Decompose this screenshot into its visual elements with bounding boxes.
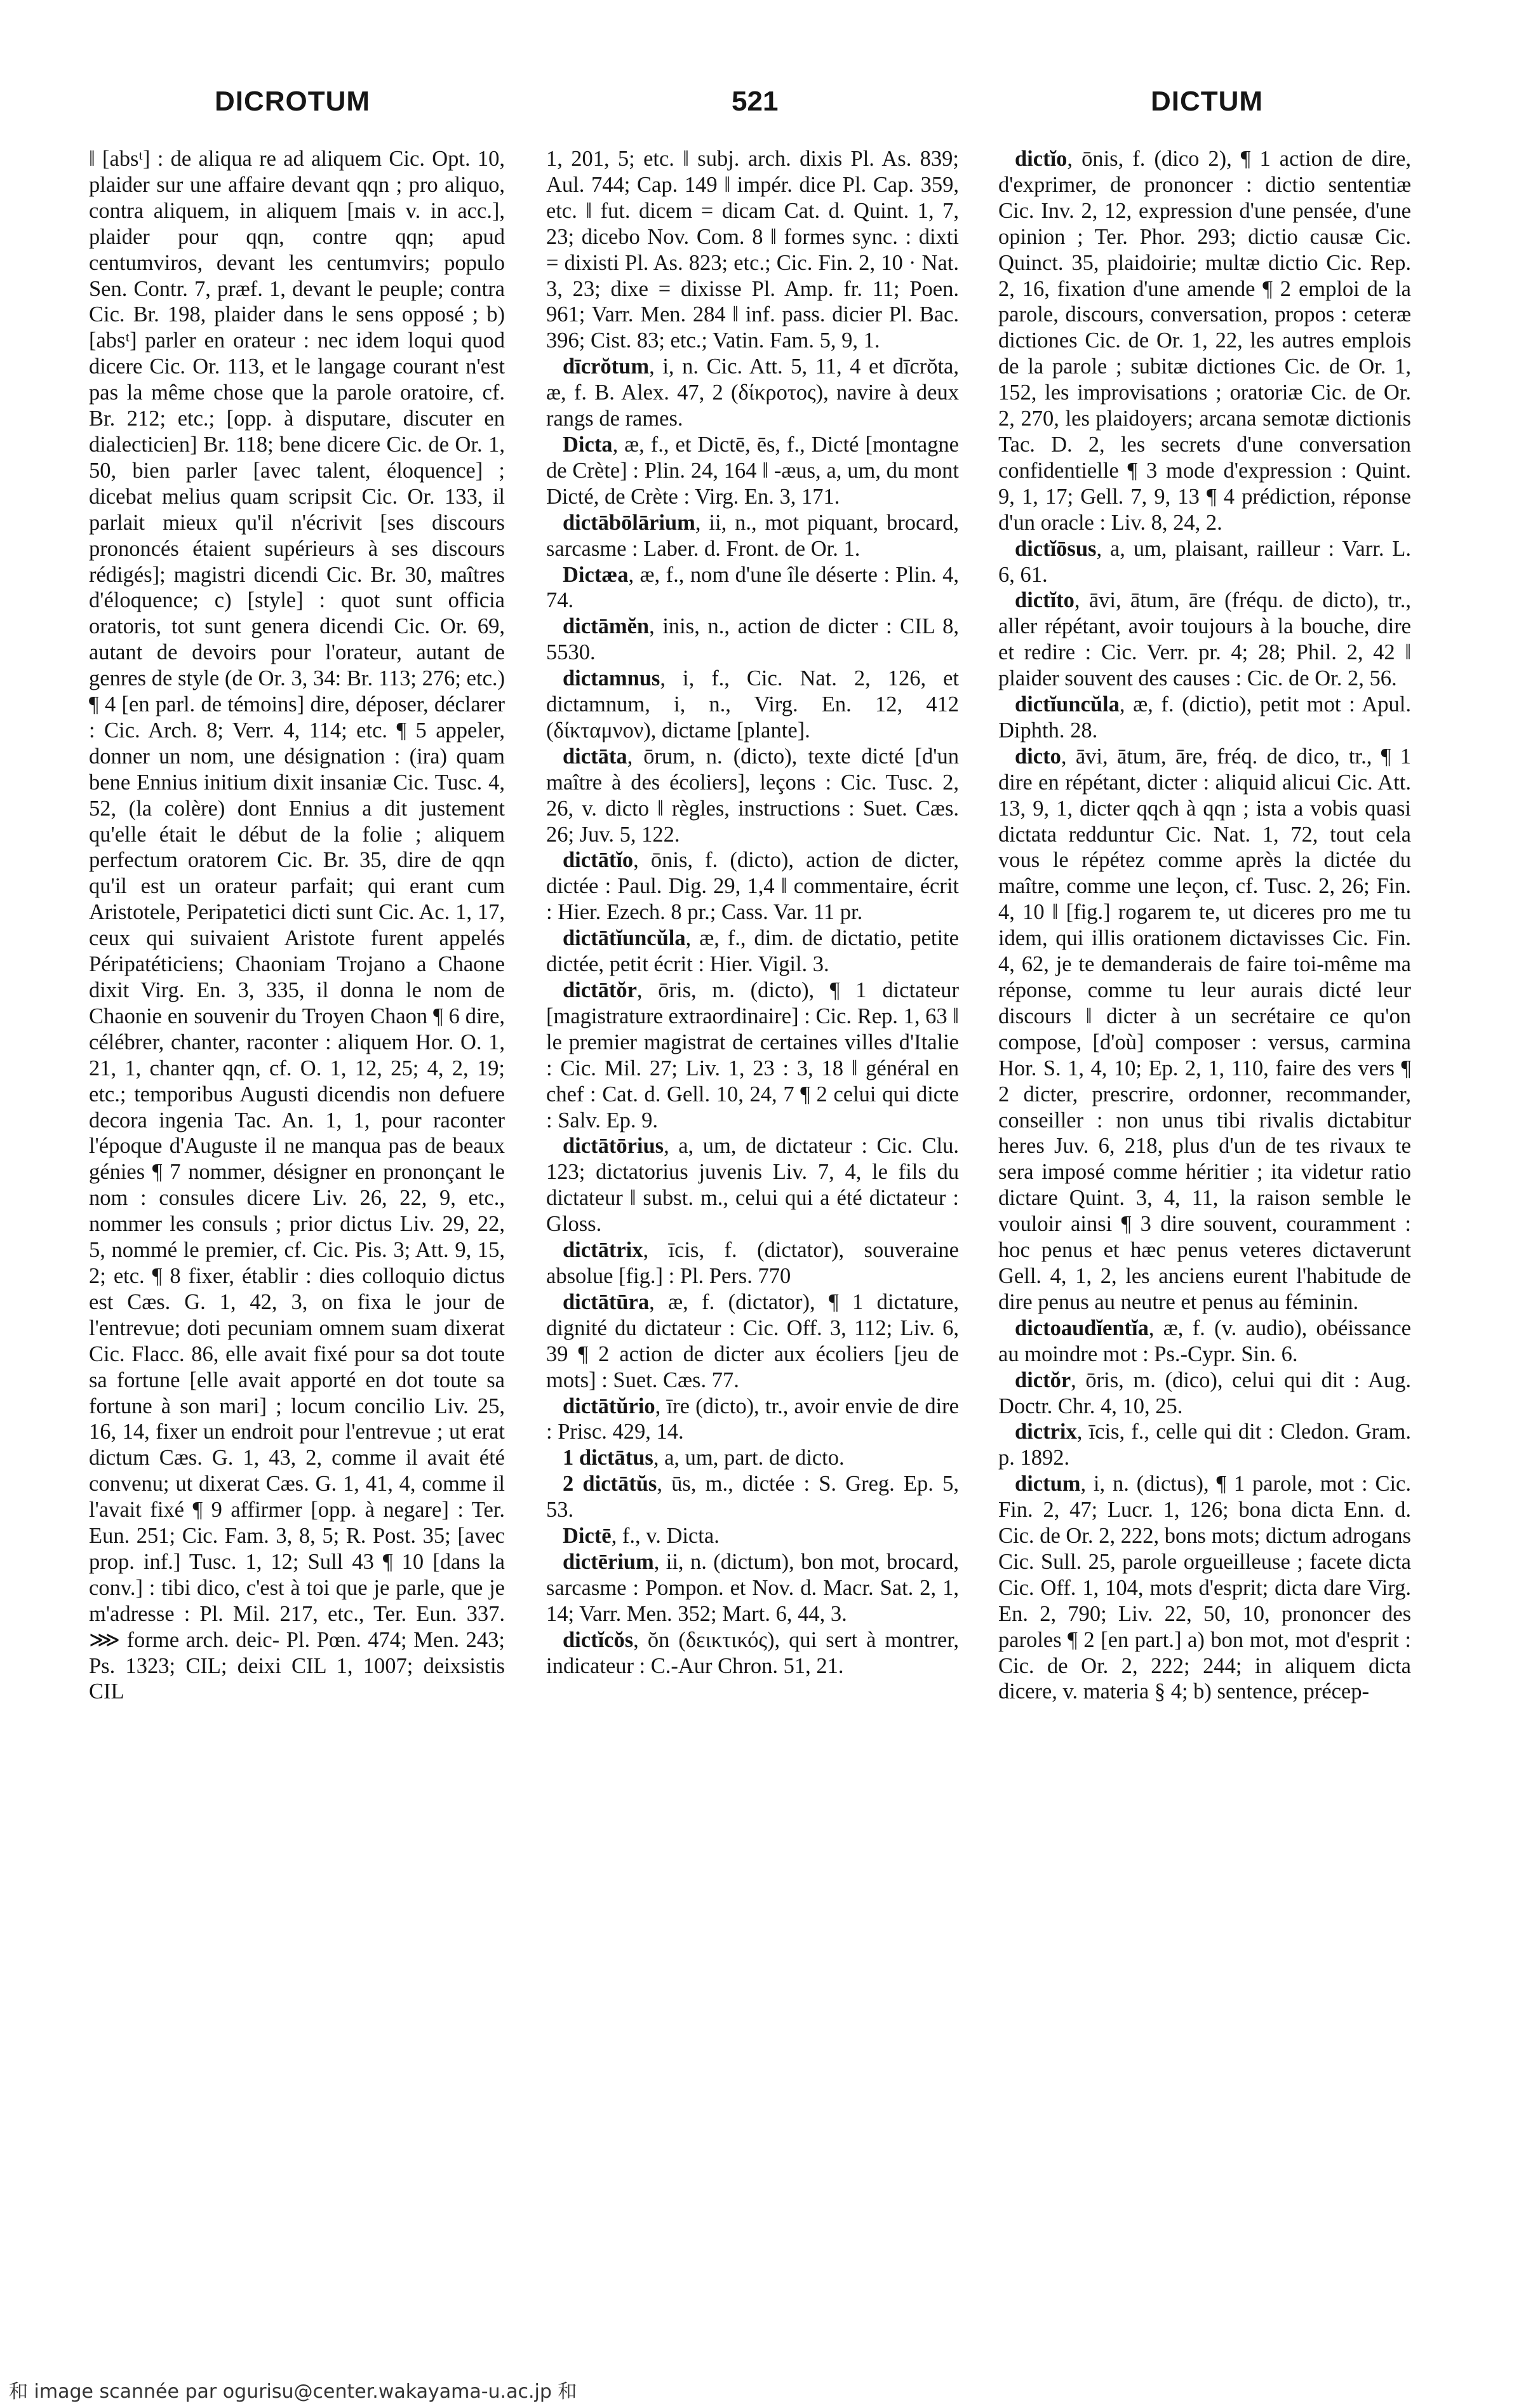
dictionary-entry — [998, 692, 1411, 744]
dictionary-entry — [546, 1523, 959, 1549]
dictionary-entry — [546, 1237, 959, 1289]
dictionary-entry — [546, 1394, 959, 1446]
headword: dictamnus — [563, 666, 660, 691]
entry-continuation: 1, 201, 5; etc. ‖ subj. arch. dixis Pl. As. 839; Aul. 744; Cap. 149 ‖ impér. dice Pl. Cap. 359, etc. ‖ fut. dicem = dicam Cat. d. Quint. 1, 7, 23; dicebo Nov. Com. 8 ‖ formes sync. : dixti = dixisti Pl. As. 823; etc.; Cic. Fin. 2, 10 · Nat. 3, 23; dixe = dixisse Pl. Amp. fr. 11; Poen. 961; Varr. Men. 284 ‖ inf. pass. dicier Pl. Bac. 396; Cist. 83; etc.; Vatin. Fam. 5, 9, 1. — [546, 147, 959, 353]
column-middle — [546, 146, 959, 2337]
headword: dictātŏr — [563, 978, 637, 1002]
definition: , ūs, m., dictée : S. Greg. Ep. 5, 53. — [546, 1472, 959, 1522]
definition: , æ, f. (v. audio), obéissance au moindre mot : Ps.-Cypr. Sin. 6. — [998, 1315, 1411, 1366]
header-left-guide-word: DICROTUM — [215, 86, 371, 117]
headword: dictātŭrio — [563, 1394, 655, 1418]
definition: , æ, f., dim. de dictatio, petite dictée, petit écrit : Hier. Vigil. 3. — [546, 926, 959, 977]
dictionary-entry — [546, 1549, 959, 1627]
dictionary-entry — [546, 1289, 959, 1394]
headword: dictŏr — [1015, 1368, 1071, 1392]
headword: dictāmĕn — [563, 614, 650, 639]
headword: dictātūra — [563, 1289, 650, 1314]
definition: , a, um, part. de dicto. — [653, 1446, 845, 1470]
definition: , ii, n. (dictum), bon mot, brocard, sarcasme : Pompon. et Nov. d. Macr. Sat. 2, 1, 14; Varr. Men. 352; Mart. 6, 44, 3. — [546, 1549, 959, 1626]
definition: , i, n. Cic. Att. 5, 11, 4 et dīcrŏta, æ, f. B. Alex. 47, 2 (δίκροτος), navire à deux rangs de rames. — [546, 354, 959, 431]
headword: dictāta — [563, 744, 627, 769]
page-number: 521 — [732, 86, 779, 117]
header-right-guide-word: DICTUM — [1151, 86, 1264, 117]
headword: dictĭōsus — [1015, 536, 1097, 561]
definition: , ōnis, f. (dico 2), ¶ 1 action de dire, d'exprimer, de prononcer : dictio sententiæ Cic. Inv. 2, 12, expression d'une pensée, d'une opinion ; Ter. Phor. 293; dictio causæ Cic. Quinct. 35, plaidoirie; multæ dictio Cic. Rep. 2, 16, fixation d'une amende ¶ 2 emploi de la parole, discours, conversation, propos : ceteræ dictiones Cic. de Or. 1, 22, les autres emplois de la parole ; subitæ dictiones Cic. de Or. 1, 152, les improvisations ; oratoriæ Cic. de Or. 2, 270, les plaidoyers; arcana semotæ dictionis Tac. D. 2, les secrets d'une conversation confidentielle ¶ 3 mode d'expression : Quint. 9, 1, 17; Gell. 7, 9, 13 ¶ 4 prédiction, réponse d'un oracle : Liv. 8, 24, 2. — [998, 147, 1411, 535]
headword: dictrix — [1015, 1420, 1077, 1444]
dictionary-entry — [998, 1471, 1411, 1705]
definition: , īre (dicto), tr., avoir envie de dire : Prisc. 429, 14. — [546, 1394, 959, 1444]
headword: dicto — [1015, 744, 1061, 769]
definition: , æ, f. (dictator), ¶ 1 dictature, dignité du dictateur : Cic. Off. 3, 112; Liv. 6, 39 ¶ 2 action de dicter aux écoliers [jeu de mots] : Suet. Cæs. 77. — [546, 1289, 959, 1392]
dictionary-entry — [546, 510, 959, 562]
definition: , āvi, ātum, āre (fréqu. de dicto), tr., aller répétant, avoir toujours à la bouche, dire et redire : Cic. Verr. pr. 4; 28; Phil. 2, 42 ‖ plaider souvent des causes : Cic. de Or. 2, 56. — [998, 588, 1411, 691]
headword: dictĭuncŭla — [1015, 692, 1120, 717]
headword: dictātōrius — [563, 1134, 664, 1159]
headword: dictātĭo — [563, 848, 634, 873]
headword: dictābōlārium — [563, 510, 695, 535]
dictionary-entry — [546, 614, 959, 666]
dictionary-entry — [546, 744, 959, 848]
column-right — [998, 146, 1411, 2337]
definition: , īcis, f. (dictator), souveraine absolue [fig.] : Pl. Pers. 770 — [546, 1238, 959, 1288]
dictionary-entry — [998, 588, 1411, 692]
definition: , īcis, f., celle qui dit : Cledon. Gram. p. 1892. — [998, 1420, 1411, 1470]
dictionary-entry — [546, 1445, 959, 1471]
dictionary-entry — [546, 666, 959, 744]
dictionary-entry — [998, 744, 1411, 1315]
headword: dīcrŏtum — [563, 354, 650, 379]
dictionary-entry — [546, 978, 959, 1133]
dictionary-entry — [546, 1627, 959, 1679]
running-header — [0, 86, 1540, 137]
dictionary-entry — [998, 146, 1411, 536]
headword: Dicta — [563, 432, 613, 457]
headword: dictātrix — [563, 1238, 643, 1263]
headword: Dictē — [563, 1524, 612, 1549]
definition: , ōnis, f. (dicto), action de dicter, dictée : Paul. Dig. 29, 1,4 ‖ commentaire, écrit : Hier. Ezech. 8 pr.; Cass. Var. 11 pr. — [546, 848, 959, 925]
definition: , i, n. (dictus), ¶ 1 parole, mot : Cic. Fin. 2, 47; Lucr. 1, 126; bona dicta Enn. d. Cic. de Or. 2, 222, bons mots; dictum adrogans Cic. Sull. 25, parole orgueilleuse ; facete dicta Cic. Off. 1, 104, mots d'esprit; dicta dare Virg. En. 2, 790; Liv. 22, 50, 10, prononcer des paroles ¶ 2 [en part.] a) bon mot, mot d'esprit : Cic. de Or. 2, 222; 244; in aliquem dicta dicere, v. materia § 4; b) sentence, précep- — [998, 1472, 1411, 1704]
definition: , ŏn (δεικτικός), qui sert à montrer, indicateur : C.-Aur Chron. 51, 21. — [546, 1627, 959, 1678]
definition: , æ, f. (dictio), petit mot : Apul. Diphth. 28. — [998, 692, 1411, 743]
definition: , æ, f., nom d'une île déserte : Plin. 4, 74. — [546, 562, 959, 613]
dictionary-entry — [546, 925, 959, 978]
headword: dictĭo — [1015, 147, 1068, 171]
definition: , ii, n., mot piquant, brocard, sarcasme : Laber. d. Front. de Or. 1. — [546, 510, 959, 561]
headword: Dictæa — [563, 562, 629, 587]
headword: dictērium — [563, 1549, 654, 1574]
headword: 1 dictātus — [563, 1446, 653, 1470]
column-left — [89, 146, 505, 2337]
definition: , ōris, m. (dicto), ¶ 1 dictateur [magistrature extraordinaire] : Cic. Rep. 1, 63 ‖ le premier magistrat de certaines villes d'Italie : Cic. Mil. 27; Liv. 1, 23 : 3, 18 ‖ général en chef : Cat. d. Gell. 10, 24, 7 ¶ 2 celui qui dicte : Salv. Ep. 9. — [546, 978, 959, 1132]
headword: dictum — [1015, 1472, 1081, 1496]
dictionary-entry — [546, 1133, 959, 1237]
dictionary-entry — [546, 1471, 959, 1523]
definition: , ōrum, n. (dicto), texte dicté [d'un maître à des écoliers], leçons : Cic. Tusc. 2, 26, v. dicto ‖ règles, instructions : Suet. Cæs. 26; Juv. 5, 122. — [546, 744, 959, 847]
headword: dictātĭuncŭla — [563, 926, 686, 951]
definition: , i, f., Cic. Nat. 2, 126, et dictamnum, i, n., Virg. En. 12, 412 (δίκταμνον), dictame [plante]. — [546, 666, 959, 743]
definition: , æ, f., et Dictē, ēs, f., Dicté [montagne de Crète] : Plin. 24, 164 ‖ -æus, a, um, du mont Dicté, de Crète : Virg. En. 3, 171. — [546, 432, 959, 509]
headword: 2 dictātŭs — [563, 1472, 657, 1496]
dictionary-entry — [998, 1419, 1411, 1471]
entry-continuation: ‖ [absᵗ] : de aliqua re ad aliquem Cic. Opt. 10, plaider sur une affaire devant qqn ; pro aliquo, contra aliquem, in aliquem [mais v. in acc.], plaider pour qqn, contre qqn; apud centumviros, devant les centumvirs; populo Sen. Contr. 7, præf. 1, devant le peuple; contra Cic. Br. 198, plaider dans le sens opposé ; b) [absᵗ] parler en orateur : nec idem loqui quod dicere Cic. Or. 113, et le langage courant n'est pas la même chose que la parole oratoire, cf. Br. 212; etc.; [opp. à disputare, discuter en dialecticien] Br. 118; bene dicere Cic. de Or. 1, 50, bien parler [avec talent, éloquence] ; dicebat melius quam scripsit Cic. Or. 133, il parlait mieux qu'il n'écrivit [ses discours prononcés étaient supérieurs à ses discours rédigés]; magistri dicendi Cic. Br. 30, maîtres d'éloquence; c) [style] : quot sunt officia oratoris, tot sunt genera dicendi Cic. Or. 69, autant de devoirs pour l'orateur, autant de genres de style (de Or. 3, 34: Br. 113; 276; etc.) ¶ 4 [en parl. de témoins] dire, déposer, déclarer : Cic. Arch. 8; Verr. 4, 114; etc. ¶ 5 appeler, donner un nom, une désignation : (ira) quam bene Ennius initium dixit insaniæ Cic. Tusc. 4, 52, (la colère) dont Ennius a dit justement qu'elle était le début de la folie ; aliquem perfectum oratorem Cic. Br. 35, dire de qqn qu'il est un orateur parfait; qui erant cum Aristotele, Peripatetici dicti sunt Cic. Ac. 1, 17, ceux qui suivaient Aristote furent appelés Péripatéticiens; Chaoniam Trojano a Chaone dixit Virg. En. 3, 335, il donna le nom de Chaonie en souvenir du Troyen Chaon ¶ 6 dire, célébrer, chanter, raconter : aliquem Hor. O. 1, 21, 1, chanter qqn, cf. O. 1, 12, 25; 4, 2, 19; etc.; temporibus Augusti dicendis non defuere decora ingenia Tac. An. 1, 1, pour raconter l'époque d'Auguste il ne manqua pas de beaux génies ¶ 7 nommer, désigner en prononçant le nom : consules dicere Liv. 26, 22, 9, etc., nommer les consuls ; prior dictus Liv. 29, 22, 5, nommé le premier, cf. Cic. Pis. 3; Att. 9, 15, 2; etc. ¶ 8 fixer, établir : dies colloquio dictus est Cæs. G. 1, 42, 3, on fixa le jour de l'entrevue; doti pecuniam omnem suam dixerat Cic. Flacc. 86, elle avait fixé pour sa dot toute sa fortune [elle avait apporté en dot toute sa fortune à son mari] ; locum concilio Liv. 25, 16, 14, fixer un endroit pour l'entrevue ; ut erat dictum Cæs. G. 1, 43, 2, comme il avait été convenu; ut dixerat Cæs. G. 1, 41, 4, comme il l'avait fixé ¶ 9 affirmer [opp. à negare] : Ter. Eun. 251; Cic. Fam. 3, 8, 5; R. Post. 35; [avec prop. inf.] Tusc. 1, 12; Sull 43 ¶ 10 [dans la conv.] : tibi dico, c'est à toi que je parle, que je m'adresse : Pl. Mil. 217, etc., Ter. Eun. 337. ⋙ forme arch. deic- Pl. Pœn. 474; Men. 243; Ps. 1323; CIL; deixi CIL 1, 1007; deixsistis CIL — [89, 147, 505, 1704]
definition: , a, um, de dictateur : Cic. Clu. 123; dictatorius juvenis Liv. 7, 4, le fils du dictateur ‖ subst. m., celui qui a été dictateur : Gloss. — [546, 1134, 959, 1237]
dictionary-entry — [546, 847, 959, 925]
dictionary-entry — [546, 432, 959, 510]
headword: dictĭcŏs — [563, 1627, 634, 1652]
dictionary-entry — [546, 562, 959, 614]
headword: dictoaudĭentĭa — [1015, 1315, 1149, 1340]
definition: , a, um, plaisant, railleur : Varr. L. 6, 61. — [998, 536, 1411, 587]
scan-credit-footer: 和 image scannée par ogurisu@center.wakayama-u.ac.jp 和 — [9, 2381, 577, 2403]
definition: , inis, n., action de dicter : CIL 8, 5530. — [546, 614, 959, 665]
dictionary-entry — [546, 354, 959, 432]
dictionary-entry — [998, 536, 1411, 588]
dictionary-entry — [998, 1315, 1411, 1368]
dictionary-entry — [998, 1368, 1411, 1420]
headword: dictĭto — [1015, 588, 1075, 613]
definition: , f., v. Dicta. — [611, 1524, 720, 1549]
definition: , ōris, m. (dico), celui qui dit : Aug. Doctr. Chr. 4, 10, 25. — [998, 1368, 1411, 1418]
definition: , āvi, ātum, āre, fréq. de dico, tr., ¶ 1 dire en répétant, dicter : aliquid alicui Cic. Att. 13, 9, 1, dicter qqch à qqn ; ista a vobis quasi dictata redduntur Cic. Nat. 1, 72, tout cela vous le répétez comme après la dictée du maître, comme une leçon, cf. Tusc. 2, 26; Fin. 4, 10 ‖ [fig.] rogarem te, ut diceres pro me tu idem, qui illis orationem dictavisses Cic. Fin. 4, 62, je te demanderais de faire toi-même ma réponse, comme tu leur aurais dicté leur discours ‖ dicter à un secrétaire ce qu'on compose, [d'où] composer : versus, carmina Hor. S. 1, 4, 10; Ep. 2, 1, 110, faire des vers ¶ 2 dicter, prescrire, ordonner, recommander, conseiller : non unus tibi rivalis dictabitur heres Juv. 6, 218, plus d'un de tes rivaux te sera imposé comme héritier ; ita videtur ratio dictare Quint. 3, 4, 11, la raison semble le vouloir ainsi ¶ 3 dire souvent, couramment : hoc penus et hæc penus veteres dictaverunt Gell. 4, 1, 2, les anciens eurent l'habitude de dire penus au neutre et penus au féminin. — [998, 744, 1411, 1314]
